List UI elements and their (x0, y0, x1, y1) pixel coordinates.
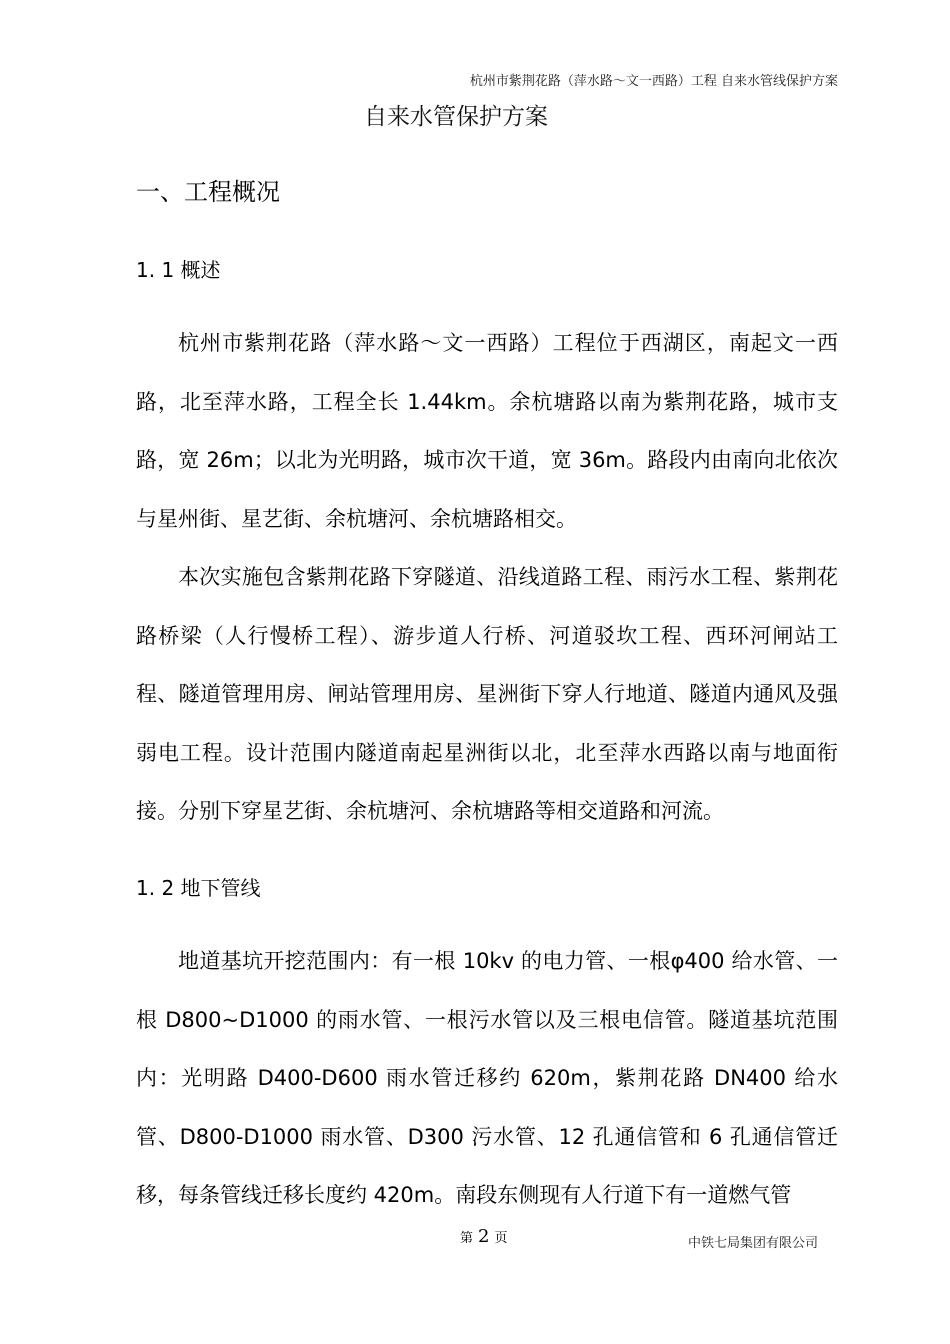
paragraph-overview-1: 杭州市紫荆花路（萍水路～文一西路）工程位于西湖区，南起文一西路，北至萍水路，工程全长 1.44km。余杭塘路以南为紫荆花路，城市支路，宽 26m；以北为光明路，城市次干道，宽 36m。路段内由南向北依次与星州街、星艺街、余杭塘河、余杭塘路相交。 (136, 331, 838, 531)
section-heading: 一、工程概况 (136, 178, 280, 206)
footer-company: 中铁七局集团有限公司 (687, 1236, 818, 1251)
page-suffix: 页 (494, 1231, 508, 1246)
subsection-heading-pipelines: 1. 2 地下管线 (136, 876, 261, 900)
page-number-value: 2 (478, 1226, 490, 1247)
running-header: 杭州市紫荆花路（萍水路～文一西路）工程 自来水管线保护方案 (469, 74, 838, 89)
paragraph-pipelines-1: 地道基坑开挖范围内：有一根 10kv 的电力管、一根φ400 给水管、一根 D800~D1000 的雨水管、一根污水管以及三根电信管。隧道基坑范围内：光明路 D400-D600 雨水管迁移约 620m，紫荆花路 DN400 给水管、D800-D1000 雨水管、D300 污水管、12 孔通信管和 6 孔通信管迁移，每条管线迁移长度约 420m。南段东侧现有人行道下有一道燃气管 (136, 949, 838, 1207)
page-prefix: 第 (460, 1231, 474, 1246)
subsection-heading-overview: 1. 1 概述 (136, 258, 221, 282)
page-number (460, 1226, 507, 1247)
paragraph-overview-2: 本次实施包含紫荆花路下穿隧道、沿线道路工程、雨污水工程、紫荆花路桥梁（人行慢桥工程）、游步道人行桥、河道驳坎工程、西环河闸站工程、隧道管理用房、闸站管理用房、星洲街下穿人行地道、隧道内通风及强弱电工程。设计范围内隧道南起星洲街以北，北至萍水西路以南与地面衔接。分别下穿星艺街、余杭塘河、余杭塘路等相交道路和河流。 (136, 565, 838, 823)
document-title: 自来水管保护方案 (364, 104, 548, 130)
